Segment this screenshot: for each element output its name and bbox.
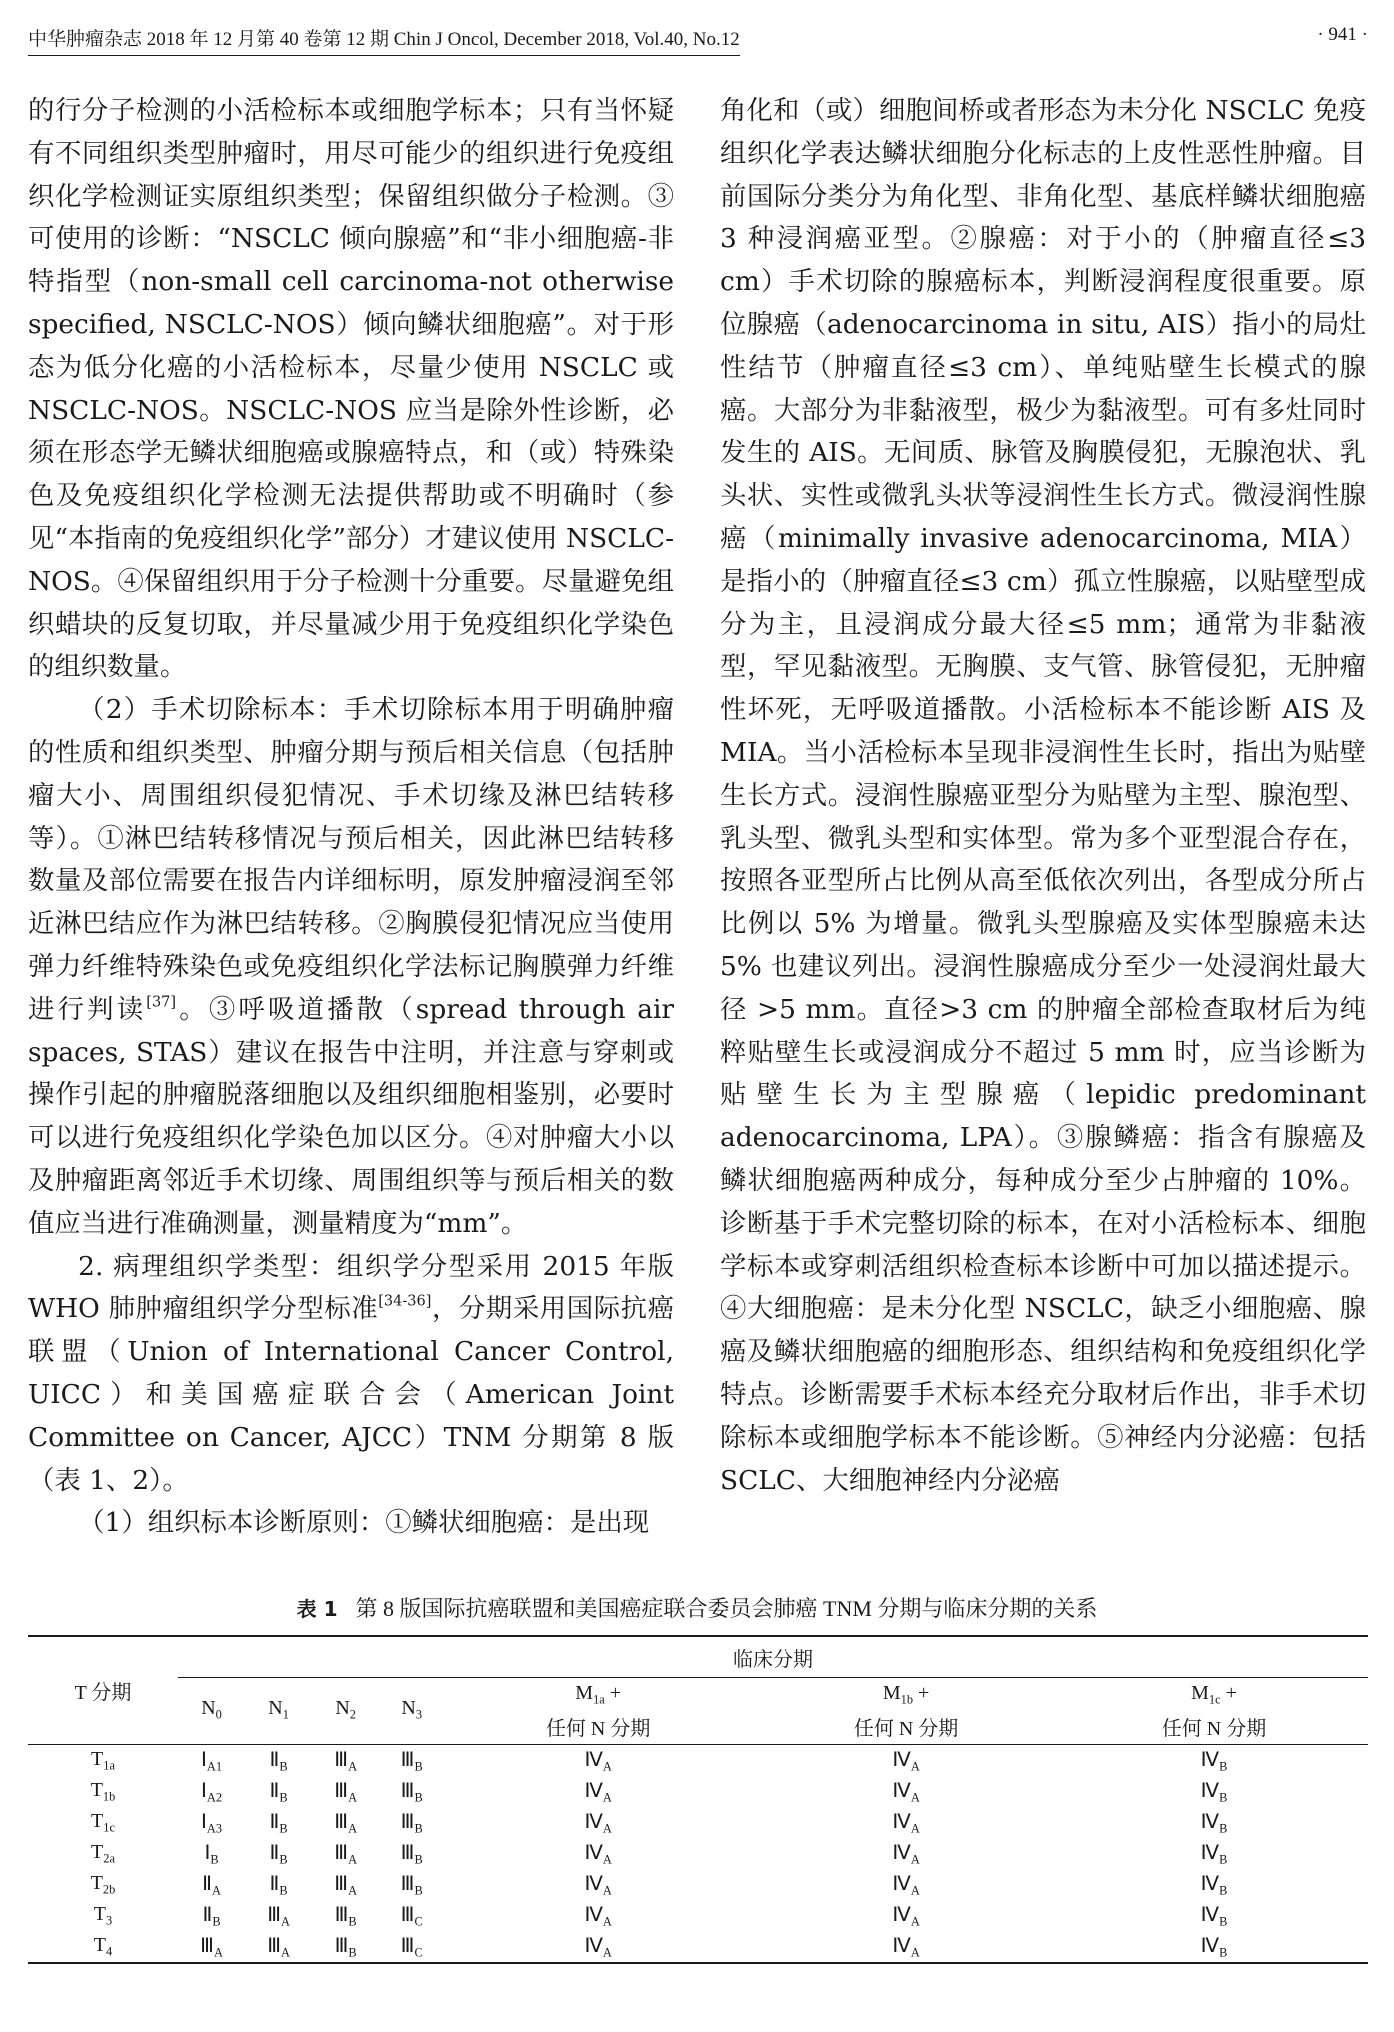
stage-cell xyxy=(379,1931,444,1963)
stage-main: Ⅱ xyxy=(269,1842,280,1865)
column-header-main: N xyxy=(401,1697,416,1719)
t-stage-cell xyxy=(28,1745,178,1777)
stage-main: Ⅲ xyxy=(334,1935,349,1958)
stage-main: Ⅳ xyxy=(1200,1873,1220,1896)
stage-sub: A3 xyxy=(206,1821,223,1836)
stage-cell xyxy=(1060,1900,1368,1931)
stage-sub: C xyxy=(414,1914,423,1929)
stage-cell xyxy=(245,1776,312,1807)
column-header-suffix: + xyxy=(604,1682,622,1704)
page-number: · 941 · xyxy=(1317,24,1368,45)
column-header xyxy=(379,1678,444,1745)
stage-cell xyxy=(178,1931,245,1963)
stage-main: Ⅱ xyxy=(202,1873,212,1896)
column-header xyxy=(312,1678,379,1745)
stage-sub: B xyxy=(1219,1945,1228,1960)
column-header-main: N xyxy=(268,1697,283,1719)
table-row xyxy=(28,1838,1368,1869)
t-stage-sub: 1c xyxy=(103,1820,115,1835)
stage-cell xyxy=(312,1869,379,1900)
paragraph: 的行分子检测的小活检标本或细胞学标本；只有当怀疑有不同组织类型肿瘤时，用尽可能少的组织进行免疫组织化学检测证实原组织类型；保留组织做分子检测。③可使用的诊断：“NSCLC 倾向腺癌”和“非小细胞癌-非特指型（non-small cell carcinoma-not otherwise specified, NSCLC-NOS）倾向鳞状细胞癌”。对于形态为低分化癌的小活检标本，尽量少使用 NSCLC 或 NSCLC-NOS。NSCLC-NOS 应当是除外性诊断，必须在形态学无鳞状细胞癌或腺癌特点，和（或）特殊染色及免疫组织化学检测无法提供帮助或不明确时（参见“本指南的免疫组织化学”部分）才建议使用 NSCLC-NOS。④保留组织用于分子检测十分重要。尽量避免组织蜡块的反复切取，并尽量减少用于免疫组织化学染色的组织数量。 xyxy=(28,95,674,683)
column-header-main: M xyxy=(575,1682,594,1704)
stage-main: Ⅳ xyxy=(892,1749,911,1772)
table-body xyxy=(28,1745,1368,1964)
stage-main: Ⅲ xyxy=(334,1780,349,1803)
clinical-stage-header: 临床分期 xyxy=(178,1636,1368,1678)
stage-cell xyxy=(312,1838,379,1869)
stage-sub: A xyxy=(910,1821,920,1836)
stage-main: Ⅲ xyxy=(334,1842,349,1865)
paragraph xyxy=(28,689,674,1245)
stage-sub: A xyxy=(348,1852,358,1867)
column-header-line2: 任何 N 分期 xyxy=(853,1718,959,1741)
stage-main: Ⅲ xyxy=(400,1749,415,1772)
stage-cell xyxy=(379,1869,444,1900)
table-row xyxy=(28,1931,1368,1963)
stage-main: Ⅲ xyxy=(400,1811,415,1834)
stage-cell xyxy=(245,1931,312,1963)
stage-main: Ⅲ xyxy=(400,1842,415,1865)
stage-cell xyxy=(752,1838,1060,1869)
stage-cell xyxy=(752,1745,1060,1777)
t-stage-sub: 2b xyxy=(102,1882,116,1897)
stage-main: Ⅱ xyxy=(269,1749,280,1772)
stage-cell xyxy=(312,1900,379,1931)
t-stage-sub: 2a xyxy=(103,1851,115,1866)
stage-main: Ⅳ xyxy=(1200,1811,1220,1834)
stage-sub: B xyxy=(279,1759,288,1774)
stage-sub: A xyxy=(602,1821,612,1836)
stage-sub: A xyxy=(602,1759,612,1774)
table-title: 第 8 版国际抗癌联盟和美国癌症联合委员会肺癌 TNM 分期与临床分期的关系 xyxy=(355,1596,1098,1621)
stage-cell xyxy=(245,1869,312,1900)
column-header-line2: 任何 N 分期 xyxy=(545,1718,651,1741)
stage-cell xyxy=(444,1838,752,1869)
stage-main: Ⅳ xyxy=(892,1904,911,1927)
column-header-sub: 1c xyxy=(1208,1692,1221,1707)
stage-sub: A xyxy=(348,1883,358,1898)
paragraph xyxy=(28,1246,674,1503)
stage-main: Ⅳ xyxy=(1200,1749,1220,1772)
stage-cell xyxy=(1060,1869,1368,1900)
stage-cell xyxy=(1060,1838,1368,1869)
stage-main: Ⅳ xyxy=(584,1780,603,1803)
t-stage-cell xyxy=(28,1869,178,1900)
stage-main: Ⅱ xyxy=(202,1904,213,1927)
stage-sub: B xyxy=(1219,1852,1228,1867)
column-header-row xyxy=(28,1678,1368,1745)
table-row xyxy=(28,1776,1368,1807)
stage-sub: B xyxy=(414,1883,423,1898)
t-stage-cell xyxy=(28,1776,178,1807)
stage-main: Ⅳ xyxy=(892,1873,911,1896)
stage-sub: B xyxy=(1219,1914,1228,1929)
stage-main: Ⅳ xyxy=(584,1842,603,1865)
stage-sub: B xyxy=(348,1914,357,1929)
stage-main: Ⅲ xyxy=(334,1749,349,1772)
journal-citation: 中华肿瘤杂志 2018 年 12 月第 40 卷第 12 期 Chin J Oncol, December 2018, Vol.40, No.12 xyxy=(28,24,740,56)
stage-sub: B xyxy=(414,1759,423,1774)
stage-sub: A xyxy=(348,1790,358,1805)
table-label: 表 1 xyxy=(296,1597,338,1621)
stage-cell xyxy=(1060,1931,1368,1963)
stage-sub: A xyxy=(602,1852,612,1867)
stage-main: Ⅳ xyxy=(584,1904,603,1927)
stage-sub: B xyxy=(1219,1759,1228,1774)
stage-sub: B xyxy=(414,1821,423,1836)
stage-cell xyxy=(444,1900,752,1931)
stage-main: Ⅳ xyxy=(1200,1904,1220,1927)
stage-main: Ⅳ xyxy=(892,1780,911,1803)
t-stage-sub: 1b xyxy=(102,1789,116,1804)
stage-cell xyxy=(245,1807,312,1838)
t-stage-sub: 1a xyxy=(103,1758,115,1773)
stage-sub: A xyxy=(910,1852,920,1867)
t-stage-sub: 4 xyxy=(106,1944,113,1959)
citation-ref: [34-36] xyxy=(378,1293,432,1310)
stage-cell xyxy=(752,1869,1060,1900)
stage-cell xyxy=(178,1900,245,1931)
stage-sub: B xyxy=(279,1883,288,1898)
stage-sub: B xyxy=(279,1852,288,1867)
column-header-sub: 1b xyxy=(900,1692,914,1707)
t-stage-main: T xyxy=(91,1748,104,1771)
table-caption xyxy=(0,1592,1394,1623)
column-header xyxy=(178,1678,245,1745)
column-header-main: M xyxy=(882,1682,901,1704)
stage-cell xyxy=(312,1745,379,1777)
stage-sub: B xyxy=(348,1945,357,1960)
t-stage-sub: 3 xyxy=(106,1913,113,1928)
stage-sub: B xyxy=(1219,1821,1228,1836)
table-row xyxy=(28,1745,1368,1777)
stage-sub: A xyxy=(348,1759,358,1774)
column-header xyxy=(752,1678,1060,1745)
citation-ref: [37] xyxy=(146,994,177,1011)
t-stage-cell xyxy=(28,1931,178,1963)
stage-sub: A xyxy=(281,1945,290,1960)
stage-main: Ⅱ xyxy=(269,1780,280,1803)
stage-sub: A xyxy=(910,1945,920,1960)
column-header-sub: 3 xyxy=(415,1707,423,1722)
stage-main: Ⅲ xyxy=(400,1780,415,1803)
stage-cell xyxy=(752,1900,1060,1931)
running-header xyxy=(28,24,1368,54)
t-stage-main: T xyxy=(93,1934,106,1957)
column-header-suffix: + xyxy=(913,1682,930,1704)
right-column xyxy=(720,90,1366,1502)
stage-main: Ⅳ xyxy=(584,1935,603,1958)
stage-cell xyxy=(312,1776,379,1807)
table-row xyxy=(28,1807,1368,1838)
stage-cell xyxy=(752,1807,1060,1838)
stage-main: Ⅳ xyxy=(584,1873,603,1896)
stage-cell xyxy=(178,1838,245,1869)
column-header-main: M xyxy=(1191,1682,1209,1704)
stage-cell xyxy=(245,1900,312,1931)
stage-cell xyxy=(379,1745,444,1777)
stage-sub: B xyxy=(414,1790,423,1805)
stage-cell xyxy=(1060,1776,1368,1807)
stage-cell xyxy=(379,1807,444,1838)
stage-main: Ⅲ xyxy=(267,1904,282,1927)
stage-cell xyxy=(178,1807,245,1838)
stage-main: Ⅳ xyxy=(584,1749,603,1772)
t-stage-header: T 分期 xyxy=(28,1636,178,1745)
stage-main: Ⅱ xyxy=(269,1811,280,1834)
stage-main: Ⅱ xyxy=(269,1873,280,1896)
stage-main: Ⅲ xyxy=(334,1904,349,1927)
column-header-main: N xyxy=(335,1697,350,1719)
stage-sub: A xyxy=(910,1883,920,1898)
stage-sub: A xyxy=(281,1914,290,1929)
t-stage-main: T xyxy=(91,1810,104,1833)
stage-main: Ⅳ xyxy=(892,1935,911,1958)
column-header-sub: 0 xyxy=(215,1707,222,1722)
stage-sub: C xyxy=(414,1945,423,1960)
stage-sub: A1 xyxy=(206,1759,223,1774)
column-header xyxy=(245,1678,312,1745)
stage-cell xyxy=(245,1838,312,1869)
stage-cell xyxy=(312,1931,379,1963)
stage-cell xyxy=(444,1776,752,1807)
stage-sub: A xyxy=(602,1914,612,1929)
stage-main: Ⅳ xyxy=(1200,1935,1220,1958)
stage-main: Ⅰ xyxy=(201,1811,207,1834)
stage-sub: B xyxy=(1219,1790,1228,1805)
stage-main: Ⅲ xyxy=(334,1811,349,1834)
t-stage-main: T xyxy=(90,1872,103,1895)
t-stage-main: T xyxy=(90,1779,103,1802)
stage-cell xyxy=(178,1776,245,1807)
stage-main: Ⅲ xyxy=(400,1935,415,1958)
stage-cell xyxy=(444,1931,752,1963)
stage-main: Ⅳ xyxy=(892,1811,911,1834)
stage-sub: A xyxy=(602,1945,612,1960)
stage-main: Ⅰ xyxy=(201,1780,207,1803)
stage-main: Ⅰ xyxy=(204,1842,211,1865)
left-column xyxy=(28,90,674,1545)
stage-main: Ⅲ xyxy=(334,1873,349,1896)
stage-main: Ⅲ xyxy=(267,1935,282,1958)
stage-cell xyxy=(444,1807,752,1838)
stage-main: Ⅰ xyxy=(201,1749,207,1772)
table-row xyxy=(28,1869,1368,1900)
column-header-main: N xyxy=(201,1697,216,1719)
stage-main: Ⅲ xyxy=(200,1935,214,1958)
stage-sub: A xyxy=(910,1790,920,1805)
t-stage-cell xyxy=(28,1807,178,1838)
stage-cell xyxy=(379,1900,444,1931)
stage-cell xyxy=(312,1807,379,1838)
stage-cell xyxy=(752,1776,1060,1807)
stage-main: Ⅳ xyxy=(1200,1780,1220,1803)
paragraph: 角化和（或）细胞间桥或者形态为未分化 NSCLC 免疫组织化学表达鳞状细胞分化标志的上皮性恶性肿瘤。目前国际分类分为角化型、非角化型、基底样鳞状细胞癌 3 种浸润癌亚型。②腺癌：对于小的（肿瘤直径≤3 cm）手术切除的腺癌标本，判断浸润程度很重要。原位腺癌（adenocarcinoma in situ, AIS）指小的局灶性结节（肿瘤直径≤3 cm）、单纯贴壁生长模式的腺癌。大部分为非黏液型，极少为黏液型。可有多灶同时发生的 AIS。无间质、脉管及胸膜侵犯，无腺泡状、乳头状、实性或微乳头状等浸润性生长方式。微浸润性腺癌（minimally invasive adenocarcinoma, MIA）是指小的（肿瘤直径≤3 cm）孤立性腺癌，以贴壁型成分为主，且浸润成分最大径≤5 mm；通常为非黏液型，罕见黏液型。无胸膜、支气管、脉管侵犯，无肿瘤性坏死，无呼吸道播散。小活检标本不能诊断 AIS 及 MIA。当小活检标本呈现非浸润性生长时，指出为贴壁生长方式。浸润性腺癌亚型分为贴壁为主型、腺泡型、乳头型、微乳头型和实体型。常为多个亚型混合存在，按照各亚型所占比例从高至低依次列出，各型成分所占比例以 5% 为增量。微乳头型腺癌及实体型腺癌未达 5% 也建议列出。浸润性腺癌成分至少一处浸润灶最大径 >5 mm。直径>3 cm 的肿瘤全部检查取材后为纯粹贴壁生长或浸润成分不超过 5 mm 时，应当诊断为贴壁生长为主型腺癌（lepidic predominant adenocarcinoma, LPA）。③腺鳞癌：指含有腺癌及鳞状细胞癌两种成分，每种成分至少占肿瘤的 10%。诊断基于手术完整切除的标本，在对小活检标本、细胞学标本或穿刺活组织检查标本诊断中可加以描述提示。④大细胞癌：是未分化型 NSCLC，缺乏小细胞癌、腺癌及鳞状细胞癌的细胞形态、组织结构和免疫组织化学特点。诊断需要手术标本经充分取材后作出，非手术切除标本或细胞学标本不能诊断。⑤神经内分泌癌：包括SCLC、大细胞神经内分泌癌 xyxy=(720,95,1366,1496)
stage-sub: B xyxy=(414,1852,423,1867)
stage-sub: B xyxy=(1219,1883,1228,1898)
column-header-sub: 2 xyxy=(349,1707,356,1722)
stage-cell xyxy=(752,1931,1060,1963)
stage-cell xyxy=(178,1869,245,1900)
stage-cell xyxy=(1060,1807,1368,1838)
paragraph-text: 。③呼吸道播散（spread through air spaces, STAS）建议在报告中注明，并注意与穿刺或操作引起的肿瘤脱落细胞以及组织细胞相鉴别，必要时可以进行免疫组织化学染色加以区分。④对肿瘤大小以及肿瘤距离邻近手术切缘、周围组织等与预后相关的数值应当进行准确测量，测量精度为“mm”。 xyxy=(28,993,675,1239)
stage-sub: A xyxy=(910,1914,920,1929)
stage-sub: A xyxy=(602,1883,612,1898)
stage-sub: B xyxy=(279,1821,288,1836)
stage-sub: A xyxy=(910,1759,920,1774)
stage-main: Ⅲ xyxy=(400,1904,415,1927)
t-stage-main: T xyxy=(91,1841,104,1864)
stage-main: Ⅲ xyxy=(400,1873,415,1896)
table-row xyxy=(28,1900,1368,1931)
stage-cell xyxy=(1060,1745,1368,1777)
paragraph-text: （2）手术切除标本：手术切除标本用于明确肿瘤的性质和组织类型、肿瘤分期与预后相关信息（包括肿瘤大小、周围组织侵犯情况、手术切缘及淋巴结转移等）。①淋巴结转移情况与预后相关，因此淋巴结转移数量及部位需要在报告内详细标明，原发肿瘤浸润至邻近淋巴结应作为淋巴结转移。②胸膜侵犯情况应当使用弹力纤维特殊染色或免疫组织化学法标记胸膜弹力纤维进行判读 xyxy=(28,694,674,1025)
stage-cell xyxy=(245,1745,312,1777)
column-header xyxy=(444,1678,752,1745)
stage-main: Ⅳ xyxy=(892,1842,911,1865)
t-stage-cell xyxy=(28,1900,178,1931)
stage-sub: A xyxy=(211,1883,221,1898)
stage-cell xyxy=(444,1745,752,1777)
tnm-staging-table xyxy=(28,1635,1368,1964)
paragraph-text: 2. 病理组织学类型：组织学分型采用 2015 年版 WHO 肺肿瘤组织学分型标准 xyxy=(28,1250,674,1325)
column-header xyxy=(1060,1678,1368,1745)
stage-main: Ⅳ xyxy=(1200,1842,1220,1865)
stage-sub: A2 xyxy=(206,1790,223,1805)
stage-main: Ⅳ xyxy=(584,1811,603,1834)
column-header-sub: 1 xyxy=(282,1707,289,1722)
stage-sub: A xyxy=(213,1945,223,1960)
stage-cell xyxy=(379,1838,444,1869)
paragraph-text: ，分期采用国际抗癌联盟（Union of International Cancer Control, UICC）和美国癌症联合会（American Joint Committee on Cancer, AJCC）TNM 分期第 8 版（表 1、2）。 xyxy=(28,1293,675,1496)
stage-sub: A xyxy=(348,1821,358,1836)
stage-cell xyxy=(379,1776,444,1807)
t-stage-cell xyxy=(28,1838,178,1869)
column-header-sub: 1a xyxy=(593,1692,605,1707)
column-header-suffix: + xyxy=(1220,1682,1237,1704)
stage-cell xyxy=(178,1745,245,1777)
stage-sub: B xyxy=(279,1790,288,1805)
column-header-line2: 任何 N 分期 xyxy=(1161,1718,1267,1741)
stage-sub: B xyxy=(212,1914,221,1929)
t-stage-main: T xyxy=(93,1903,106,1926)
stage-sub: B xyxy=(210,1852,219,1867)
paragraph: （1）组织标本诊断原则：①鳞状细胞癌：是出现 xyxy=(78,1507,650,1539)
stage-cell xyxy=(444,1869,752,1900)
stage-sub: A xyxy=(602,1790,612,1805)
